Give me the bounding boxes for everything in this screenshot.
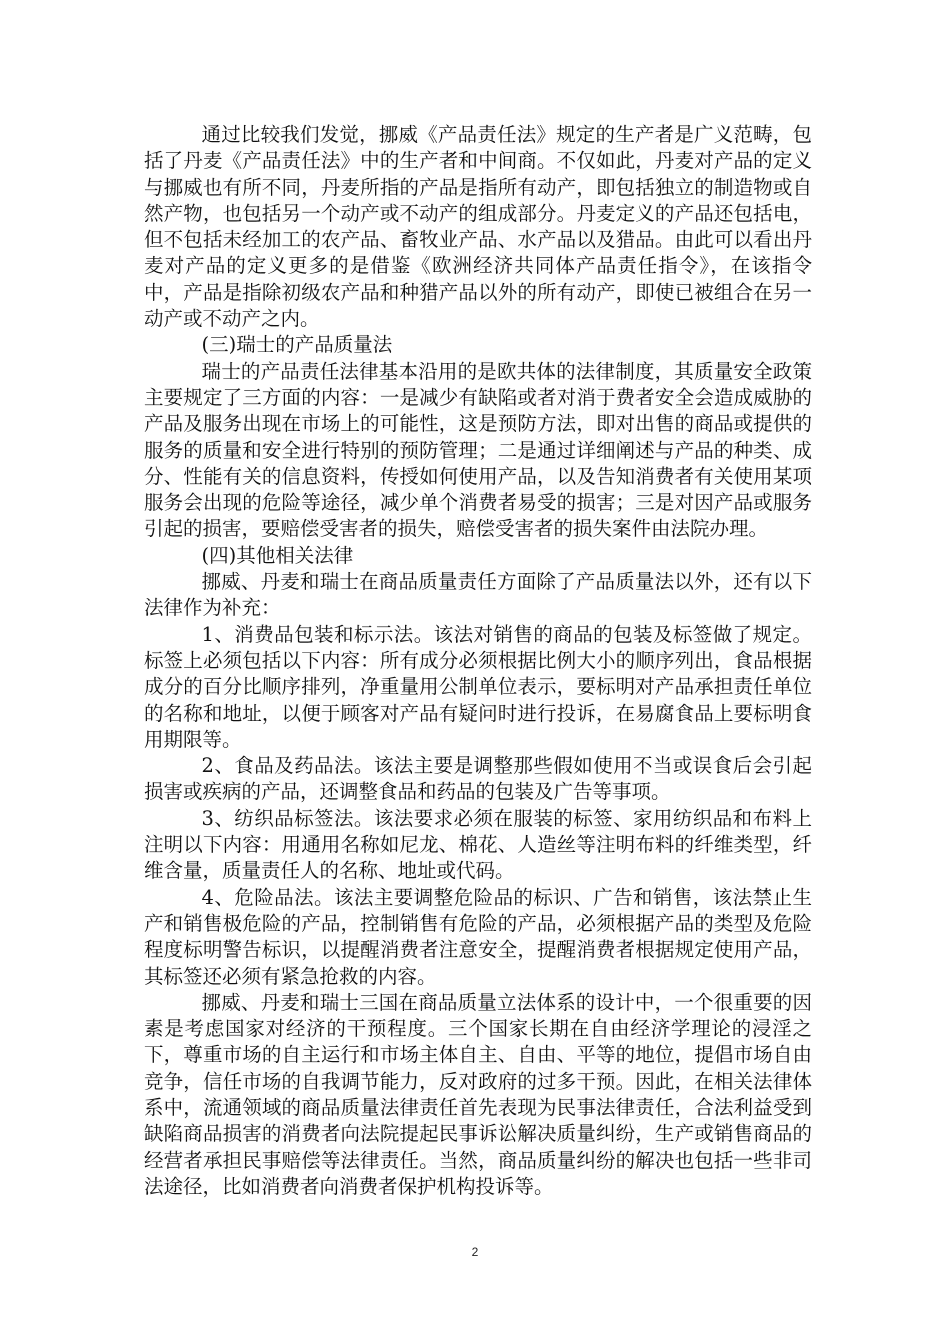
paragraph-packaging-law: 1、消费品包装和标示法。该法对销售的商品的包装及标签做了规定。标签上必须包括以下内容：所有成分必须根据比例大小的顺序列出，食品根据成分的百分比顺序排列，净重量用公制单位表示，要标明对产品承担责任单位的名称和地址，以便于顾客对产品有疑问时进行投诉，在易腐食品上要标明食用期限等。 xyxy=(144,622,812,751)
paragraph-hazardous-law: 4、危险品法。该法主要调整危险品的标识、广告和销售，该法禁止生产和销售极危险的产品，控制销售有危险的产品，必须根据产品的类型及危险程度标明警告标识，以提醒消费者注意安全，提醒消费者根据规定使用产品，其标签还必须有紧急抢救的内容。 xyxy=(144,885,812,988)
paragraph-textile-law: 3、纺织品标签法。该法要求必须在服装的标签、家用纺织品和布料上注明以下内容：用通用名称如尼龙、棉花、人造丝等注明布料的纤维类型，纤维含量，质量责任人的名称、地址或代码。 xyxy=(144,806,812,883)
paragraph-product-definition: 通过比较我们发觉，挪威《产品责任法》规定的生产者是广义范畴，包括了丹麦《产品责任法》中的生产者和中间商。不仅如此，丹麦对产品的定义与挪威也有所不同，丹麦所指的产品是指所有动产，即包括独立的制造物或自然产物，也包括另一个动产或不动产的组成部分。丹麦定义的产品还包括电，但不包括未经加工的农产品、畜牧业产品、水产品以及猎品。由此可以看出丹麦对产品的定义更多的是借鉴《欧洲经济共同体产品责任指令》，在该指令中，产品是指除初级农产品和种猎产品以外的所有动产，即使已被组合在另一动产或不动产之内。 xyxy=(144,123,812,331)
paragraph-conclusion: 挪威、丹麦和瑞士三国在商品质量立法体系的设计中，一个很重要的因素是考虑国家对经济的干预程度。三个国家长期在自由经济学理论的浸淫之下，尊重市场的自主运行和市场主体自主、自由、平等的地位，提倡市场自由竞争，信任市场的自我调节能力，反对政府的过多干预。因此，在相关法律体系中，流通领域的商品质量法律责任首先表现为民事法律责任，合法利益受到缺陷商品损害的消费者向法院提起民事诉讼解决质量纠纷，生产或销售商品的经营者承担民事赔偿等法律责任。当然，商品质量纠纷的解决也包括一些非司法途径，比如消费者向消费者保护机构投诉等。 xyxy=(144,990,812,1198)
section-heading-other-laws: (四)其他相关法律 xyxy=(201,543,354,567)
paragraph-food-drug-law: 2、食品及药品法。该法主要是调整那些假如使用不当或误食后会引起损害或疾病的产品，还调整食品和药品的包装及广告等事项。 xyxy=(144,754,812,804)
paragraph-swiss-law: 瑞士的产品责任法律基本沿用的是欧共体的法律制度，其质量安全政策主要规定了三方面的内容：一是减少有缺陷或者对消于费者安全会造成威胁的产品及服务出现在市场上的可能性，这是预防方法，即对出售的商品或提供的服务的质量和安全进行特别的预防管理；二是通过详细阐述与产品的种类、成分、性能有关的信息资料，传授如何使用产品，以及告知消费者有关使用某项服务会出现的危险等途径，减少单个消费者易受的损害；三是对因产品或服务引起的损害，要赔偿受害者的损失，赔偿受害者的损失案件由法院办理。 xyxy=(144,359,812,541)
section-heading-switzerland: (三)瑞士的产品质量法 xyxy=(201,333,393,357)
paragraph-other-laws-intro: 挪威、丹麦和瑞士在商品质量责任方面除了产品质量法以外，还有以下法律作为补充： xyxy=(144,570,812,620)
page-number: 2 xyxy=(471,1245,479,1259)
document-body xyxy=(144,122,812,1200)
